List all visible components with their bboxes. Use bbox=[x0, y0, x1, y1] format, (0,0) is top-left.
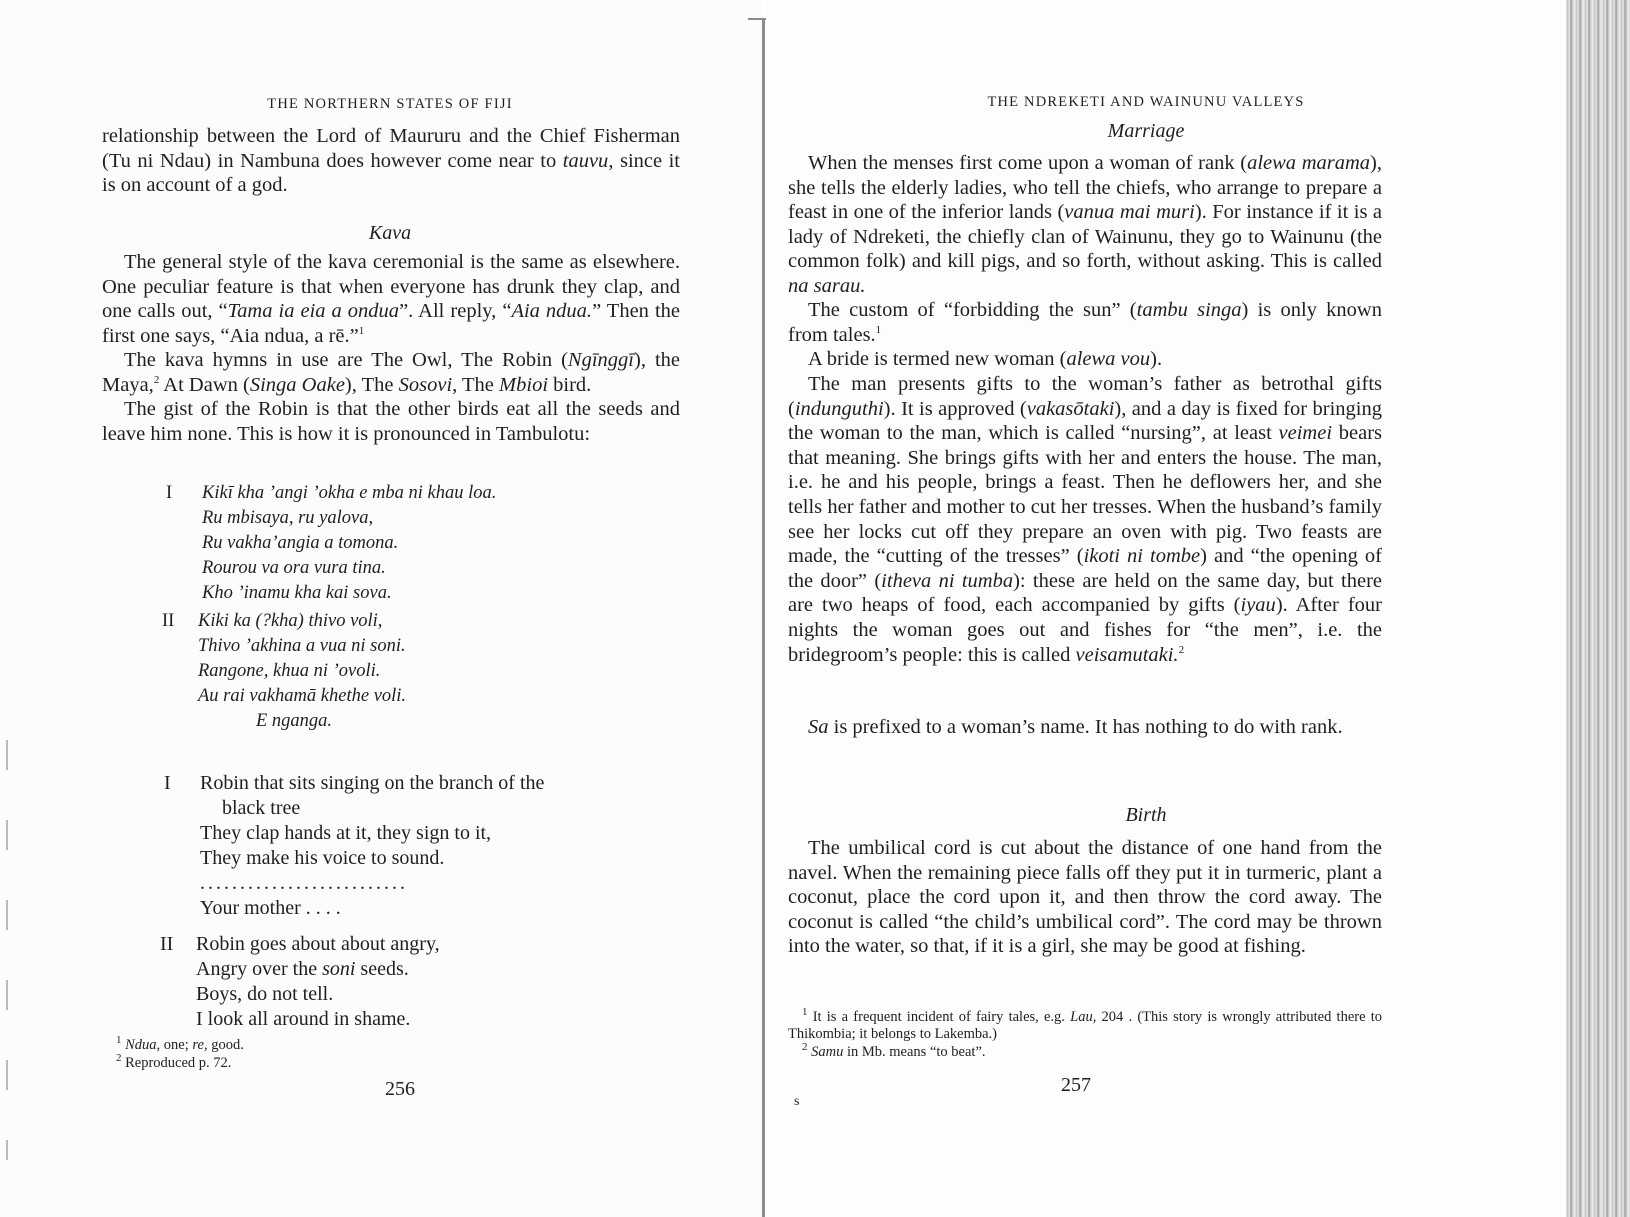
running-head: THE NDREKETI AND WAINUNU VALLEYS bbox=[987, 94, 1305, 110]
italic-text: alewa vou bbox=[1066, 348, 1151, 370]
italic-text: Aia ndua. bbox=[511, 300, 593, 323]
footnote-marker: 2 bbox=[1178, 643, 1185, 656]
text-run: ), the Maya, bbox=[102, 349, 680, 396]
italic-text: Tama ia eia a ondua bbox=[227, 300, 400, 323]
italic-text: itheva ni tumba bbox=[881, 569, 1014, 592]
verse-number: I bbox=[166, 483, 173, 503]
verse-line: Ru vakha’angia a tomona. bbox=[202, 533, 399, 553]
book-page-edges bbox=[1566, 0, 1630, 1217]
verse-original-2 bbox=[162, 609, 406, 734]
translation-line: They make his voice to sound. bbox=[200, 847, 445, 869]
footnote-marker: 2 bbox=[153, 373, 160, 386]
verse-line: Thivo ’akhina a vua ni soni. bbox=[198, 636, 406, 656]
text-run: , good. bbox=[203, 1037, 244, 1053]
text-run: relationship between the Lord of Maururu and the Chief Fisherman (Tu ni Ndau) in Nambuna does however come near to bbox=[102, 125, 680, 172]
text-run: A bride is termed new woman ( bbox=[808, 348, 1067, 370]
verse-line: Au rai vakhamā khethe voli. bbox=[198, 686, 407, 706]
italic-text: tauvu bbox=[562, 149, 609, 172]
text-run: , The bbox=[452, 373, 500, 396]
italic-text: Mbioi bbox=[499, 373, 549, 396]
footnote-marker: 1 bbox=[875, 323, 882, 336]
translation-line: Robin that sits singing on the branch of the bbox=[200, 772, 545, 794]
running-head: THE NORTHERN STATES OF FIJI bbox=[267, 96, 513, 112]
paragraph bbox=[788, 347, 1382, 372]
verse-translation-1 bbox=[164, 771, 544, 921]
translation-line: Your mother . . . . bbox=[200, 897, 341, 919]
verse-line: Kiki ka (?kha) thivo voli, bbox=[198, 611, 383, 631]
paragraph bbox=[102, 397, 680, 446]
text-run: bird. bbox=[548, 373, 592, 396]
footnote bbox=[788, 1041, 1382, 1061]
footnote bbox=[116, 1052, 676, 1072]
italic-text: na sarau. bbox=[788, 274, 866, 297]
footnote-marker: 1 bbox=[116, 1034, 122, 1047]
text-run: , since it is on account of a god. bbox=[102, 149, 681, 197]
paragraph bbox=[102, 124, 680, 198]
paragraph bbox=[788, 151, 1382, 299]
text-run: ). bbox=[1150, 348, 1163, 370]
text-run: ). After four nights the woman goes out and fishes for “the men”, i.e. the bridegroom’s people: this is called bbox=[788, 594, 1382, 666]
verse-number: II bbox=[160, 933, 174, 955]
scan-edge-marks bbox=[6, 740, 8, 1160]
italic-text: iyau bbox=[1240, 594, 1276, 617]
text-run: , 204 . (This story is wrongly attributed there to Thikombia; it belongs to Lakemba.) bbox=[788, 1009, 1383, 1042]
text-run: ) and “the opening of the door” ( bbox=[788, 545, 1382, 592]
italic-text: Sa bbox=[808, 716, 829, 738]
text-run: The gist of the Robin is that the other birds eat all the seeds and leave him none. This is how it is pronounced in Tambulotu: bbox=[102, 398, 680, 445]
italic-text: indunguthi bbox=[794, 397, 884, 420]
verse-translation-2 bbox=[160, 932, 440, 1032]
section-title-birth: Birth bbox=[1125, 804, 1167, 826]
text-run: When the menses first come upon a woman of rank ( bbox=[808, 152, 1248, 174]
text-run: The umbilical cord is cut about the distance of one hand from the navel. When the remaining piece falls off they put it in turmeric, plant a coconut, place the cord upon it, and then throw the cord away. The coconut is called “the child’s umbilical cord”. The cord may be thrown into the water, so that, if it is a girl, she may be good at fishing. bbox=[788, 837, 1382, 958]
footnote-marker: 1 bbox=[802, 1006, 808, 1019]
verse-line: Rangone, khua ni ’ovoli. bbox=[198, 661, 381, 681]
translation-line: Boys, do not tell. bbox=[196, 983, 334, 1005]
right-page bbox=[766, 0, 1566, 1217]
italic-text: Lau bbox=[1070, 1009, 1093, 1025]
verse-refrain: E nganga. bbox=[256, 711, 333, 731]
paragraph bbox=[788, 372, 1382, 667]
paragraph bbox=[788, 298, 1382, 347]
text-run: ). It is approved ( bbox=[883, 397, 1027, 420]
text-run: bears that meaning. She brings gifts with her and enters the house. The man, i.e. he and his people, brings a feast. Then he deflowers her, and she tells her father and mother to cut her tresses. When the husband’s family see her locks cut off they prepare an oven with pig. Two feasts are made, the “cutting of the tresses” ( bbox=[788, 422, 1382, 568]
verse-line: Ru mbisaya, ru yalova, bbox=[202, 508, 374, 528]
verse-number: II bbox=[162, 611, 175, 631]
text-run: Reproduced p. 72. bbox=[121, 1055, 232, 1071]
italic-text: veisamutaki. bbox=[1075, 643, 1179, 666]
italic-text: re bbox=[192, 1037, 204, 1053]
verse-original-1 bbox=[166, 481, 496, 606]
signature-mark: s bbox=[794, 1094, 800, 1109]
verse-line: Kikī kha ’angi ’okha e mba ni khau loa. bbox=[202, 483, 497, 503]
text-run: The custom of “forbidding the sun” ( bbox=[808, 299, 1137, 321]
paragraph bbox=[788, 715, 1382, 740]
text-run: At Dawn ( bbox=[159, 373, 250, 396]
verse-line: Rourou va ora vura tina. bbox=[202, 558, 386, 578]
text-run: ” Then the first one says, “Aia ndua, a rē.” bbox=[102, 300, 680, 347]
book-spine bbox=[762, 18, 765, 1217]
translation-line: black tree bbox=[222, 797, 301, 819]
text-run: , one; bbox=[156, 1037, 193, 1053]
italic-text: Ngīnggī bbox=[567, 349, 634, 371]
italic-text: alewa marama bbox=[1247, 152, 1371, 174]
text-run: ), and a day is fixed for bringing the woman to the man, which is called “nursing”, at least bbox=[788, 397, 1382, 445]
text-run: ”. All reply, “ bbox=[399, 300, 512, 323]
text-run: ): these are held on the same day, but there are two heaps of food, each accompanied by gifts ( bbox=[788, 569, 1383, 617]
italic-text: veimei bbox=[1278, 422, 1333, 445]
italic-text: Ndua bbox=[125, 1037, 157, 1053]
text-run: ). For instance if it is a lady of Ndreketi, the chiefly clan of Wainunu, they go to Wainunu (the common folk) and kill pigs, and so forth, without asking. This is called bbox=[788, 201, 1383, 273]
italic-text: tambu singa bbox=[1136, 299, 1242, 321]
italic-text: vakasōtaki bbox=[1026, 397, 1115, 420]
italic-text: Sosovi bbox=[398, 373, 453, 396]
italic-text: ikoti ni tombe bbox=[1083, 545, 1201, 568]
italic-text: Samu bbox=[811, 1044, 844, 1060]
verse-number: I bbox=[164, 772, 171, 794]
text-run: ) is only known from tales. bbox=[788, 299, 1382, 346]
footnote-marker: 2 bbox=[802, 1041, 808, 1054]
footnote-marker: 2 bbox=[116, 1052, 122, 1065]
page-number: 257 bbox=[1061, 1074, 1091, 1096]
translation-line: Robin goes about about angry, bbox=[196, 933, 440, 955]
text-run: It is a frequent incident of fairy tales, e.g. bbox=[807, 1009, 1071, 1025]
translation-line: Angry over the soni seeds. bbox=[196, 958, 409, 980]
translation-line: They clap hands at it, they sign to it, bbox=[200, 822, 492, 844]
page-number: 256 bbox=[385, 1078, 415, 1100]
footnote bbox=[788, 1006, 1383, 1043]
text-run: The general style of the kava ceremonial is the same as elsewhere. One peculiar feature is that when everyone has drunk they clap, and one calls out, “ bbox=[102, 251, 680, 323]
footnote-marker: 1 bbox=[358, 324, 365, 337]
ellipsis-line: .......................... bbox=[200, 872, 408, 894]
paragraph bbox=[102, 250, 680, 348]
text-run: in Mb. means “to beat”. bbox=[843, 1044, 986, 1060]
footnote bbox=[116, 1034, 676, 1054]
section-title-marriage: Marriage bbox=[1107, 120, 1185, 142]
italic-text: Singa Oake bbox=[249, 373, 345, 396]
text-run: is prefixed to a woman’s name. It has nothing to do with rank. bbox=[828, 716, 1343, 738]
left-page bbox=[0, 0, 762, 1217]
italic-text: vanua mai muri bbox=[1064, 201, 1195, 224]
text-run: ), The bbox=[344, 373, 399, 396]
paragraph bbox=[788, 836, 1382, 959]
text-run: The man presents gifts to the woman’s father as betrothal gifts ( bbox=[788, 373, 1382, 420]
section-title-kava: Kava bbox=[368, 222, 412, 244]
verse-line: Kho ’inamu kha kai sova. bbox=[202, 583, 392, 603]
text-run: The kava hymns in use are The Owl, The Robin ( bbox=[124, 349, 568, 371]
translation-line: I look all around in shame. bbox=[196, 1008, 411, 1030]
paragraph bbox=[102, 348, 680, 397]
text-run: ), she tells the elderly ladies, who tell the chiefs, who arrange to prepare a feast in one of the inferior lands ( bbox=[788, 152, 1382, 224]
